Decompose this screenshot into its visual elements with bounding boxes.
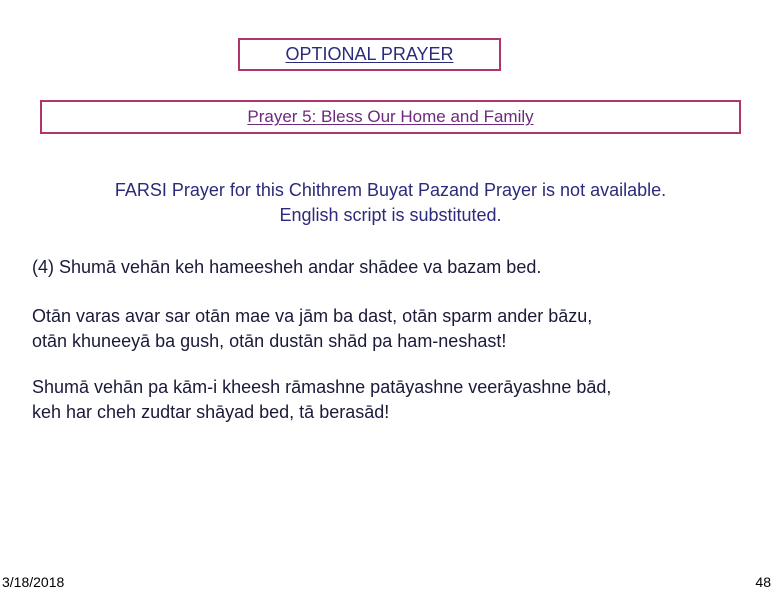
paragraph-2-line-1: Otān varas avar sar otān mae va jām ba dast, otān sparm ander bāzu, (32, 306, 593, 326)
prayer-paragraph-2 (32, 304, 752, 354)
footer-date: 3/18/2018 (2, 574, 65, 590)
paragraph-2-line-2: otān khuneeyā ba gush, otān dustān shād pa ham-neshast! (32, 331, 507, 351)
availability-notice (40, 178, 741, 228)
paragraph-3-line-1: Shumā vehān pa kām-i kheesh rāmashne patāyashne veerāyashne bād, (32, 377, 612, 397)
page-number: 48 (755, 574, 771, 590)
title-box (238, 38, 501, 71)
notice-line-2: English script is substituted. (279, 205, 502, 225)
paragraph-1-line-1: (4) Shumā vehān keh hameesheh andar shādee va bazam bed. (32, 257, 542, 277)
page-title: OPTIONAL PRAYER (285, 44, 454, 64)
prayer-paragraph-3 (32, 375, 752, 425)
prayer-subtitle: Prayer 5: Bless Our Home and Family (247, 107, 534, 126)
subtitle-box (40, 100, 741, 134)
prayer-paragraph-1 (32, 255, 752, 280)
notice-line-1: FARSI Prayer for this Chithrem Buyat Pazand Prayer is not available. (114, 180, 667, 200)
paragraph-3-line-2: keh har cheh zudtar shāyad bed, tā berasād! (32, 402, 390, 422)
